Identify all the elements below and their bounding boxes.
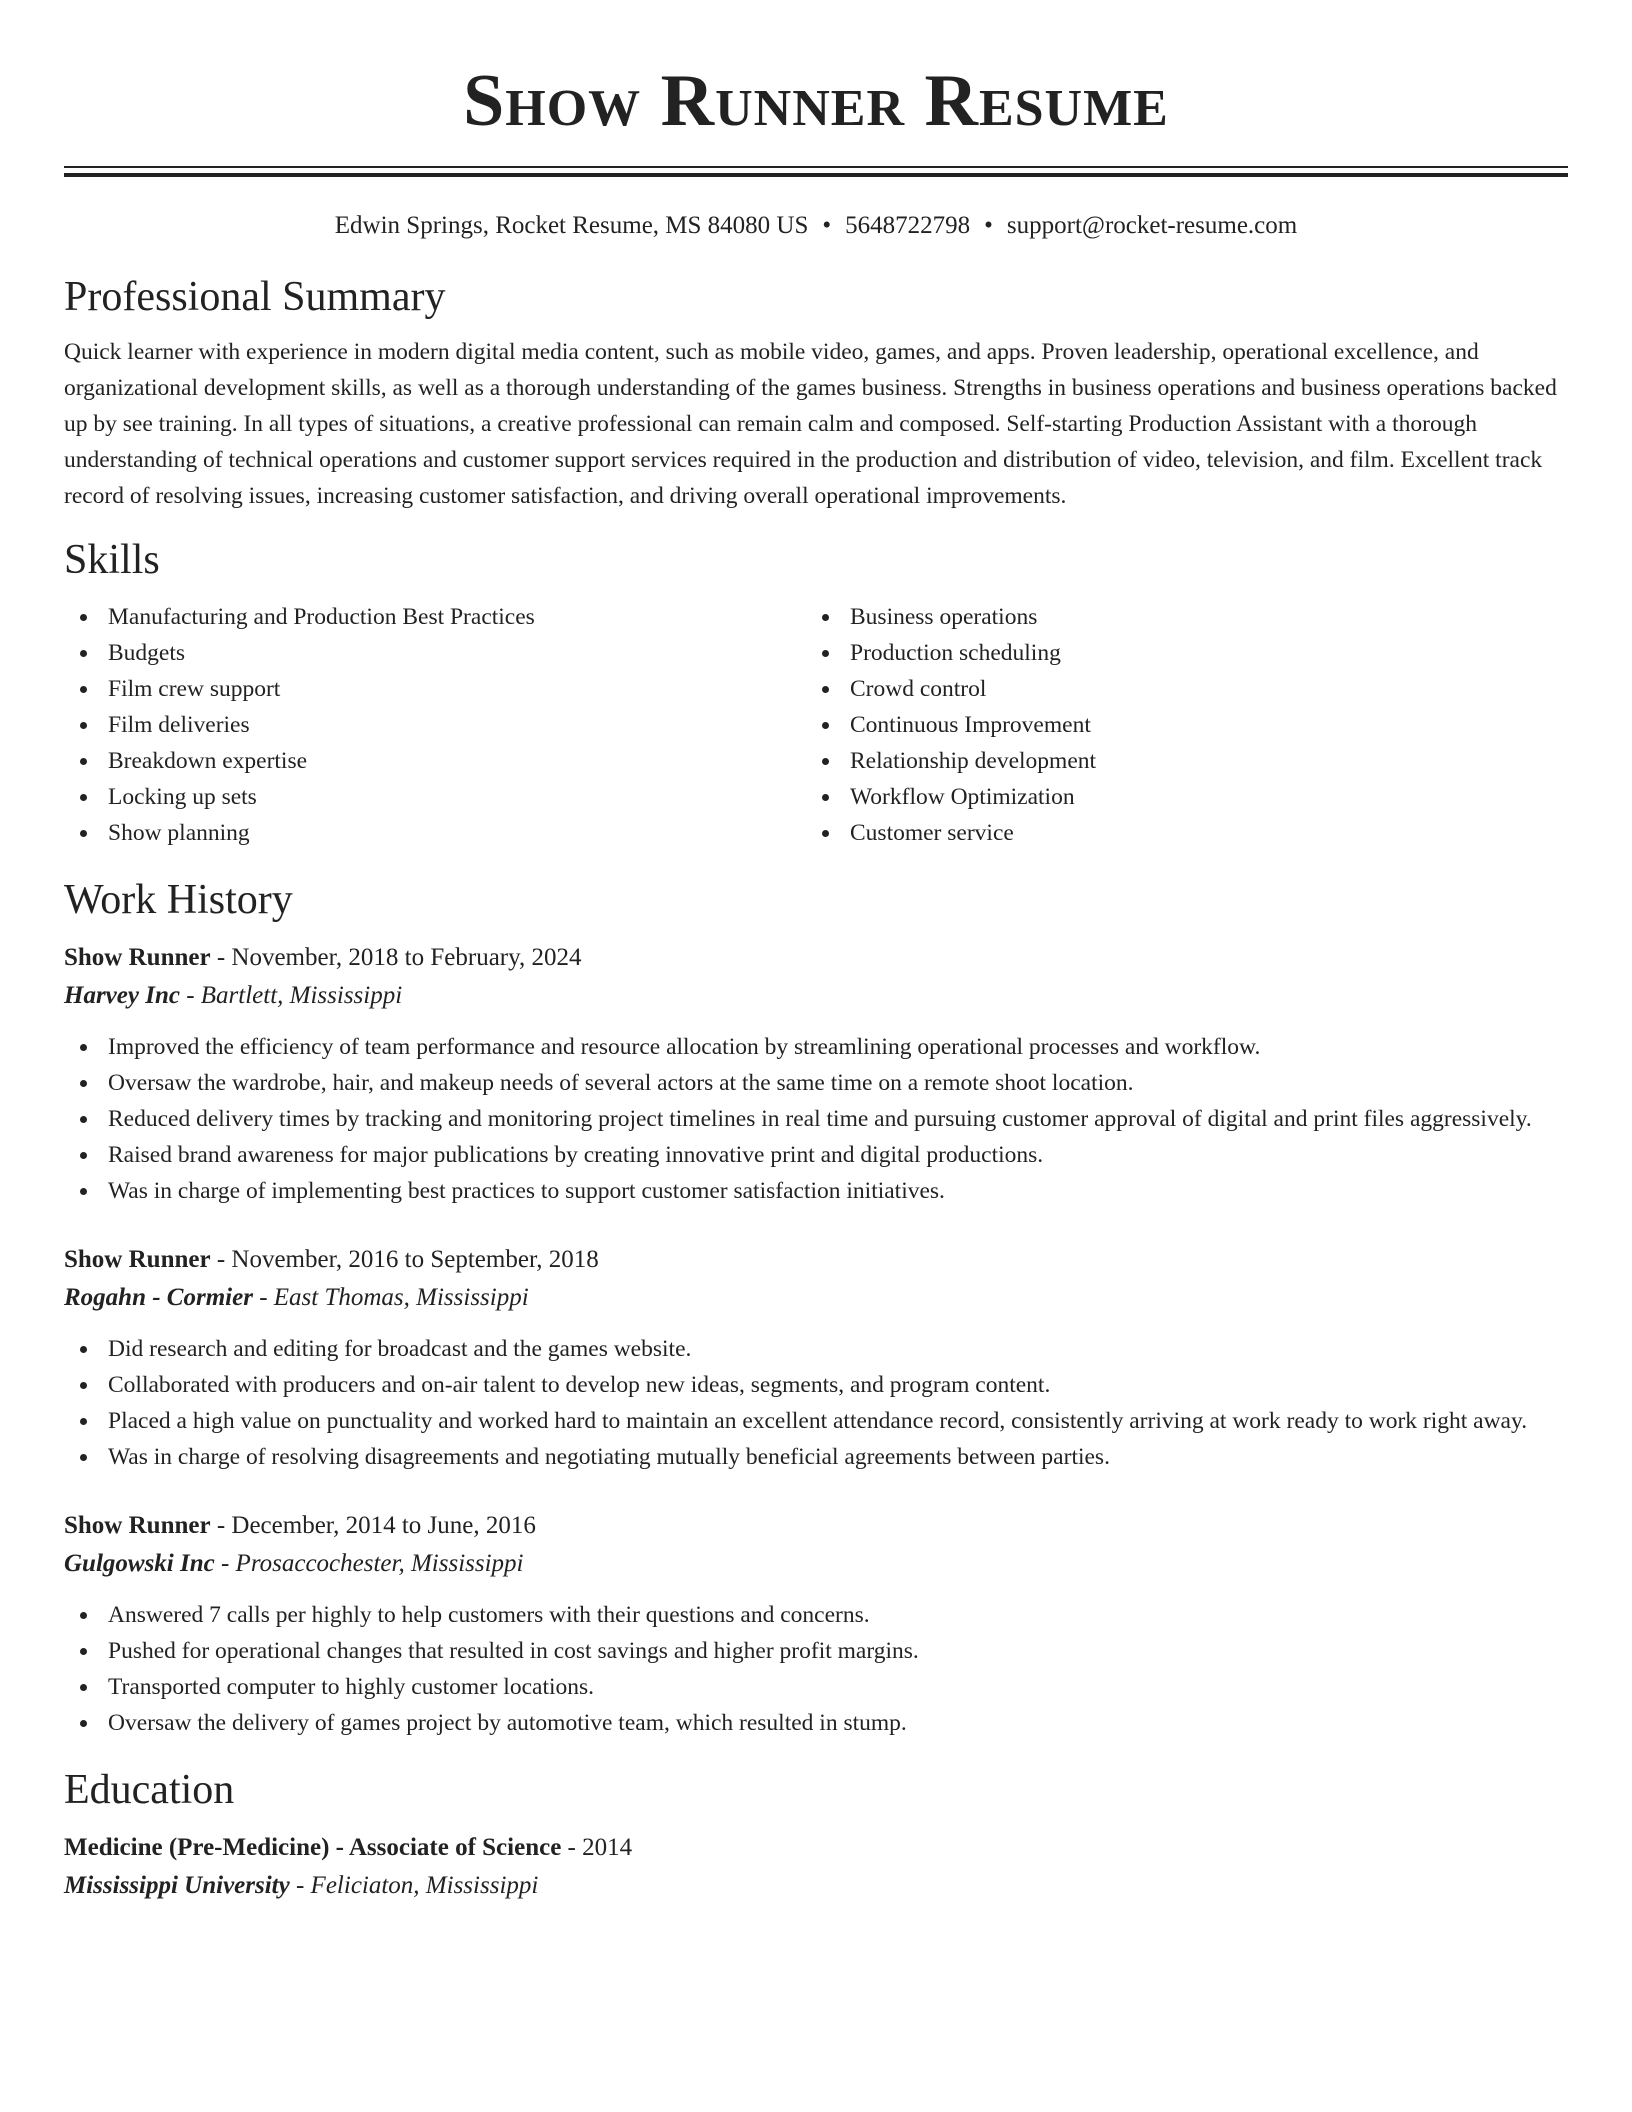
- title-divider-thick: [64, 173, 1568, 177]
- resume-title: Show Runner Resume: [463, 60, 1169, 142]
- education-entry: [64, 1829, 1568, 1905]
- skill-item: Budgets: [64, 635, 806, 671]
- school-line: [64, 1867, 1568, 1905]
- job-bullets: [64, 1029, 1568, 1209]
- skill-item: Film deliveries: [64, 707, 806, 743]
- job-bullet: Did research and editing for broadcast and the games website.: [64, 1331, 1568, 1367]
- company-name: Rogahn - Cormier: [64, 1284, 253, 1311]
- job-bullet: Oversaw the delivery of games project by automotive team, which resulted in stump.: [64, 1705, 1568, 1741]
- contact-phone: 5648722798: [845, 212, 971, 239]
- school-name: Mississippi University: [64, 1872, 290, 1899]
- job-entry: [64, 939, 1568, 1209]
- skill-item: Breakdown expertise: [64, 743, 806, 779]
- degree-name: Medicine (Pre-Medicine) - Associate of Science: [64, 1834, 562, 1861]
- contact-separator: •: [984, 212, 993, 239]
- summary-heading: Professional Summary: [64, 274, 446, 320]
- job-bullet: Answered 7 calls per highly to help customers with their questions and concerns.: [64, 1597, 1568, 1633]
- degree-year: - 2014: [561, 1834, 633, 1861]
- skill-item: Production scheduling: [806, 635, 1548, 671]
- job-bullet: Transported computer to highly customer locations.: [64, 1669, 1568, 1705]
- job-title-line: [64, 1241, 1568, 1279]
- job-bullet: Was in charge of implementing best practices to support customer satisfaction initiatives.: [64, 1173, 1568, 1209]
- company-location: - Prosaccochester, Mississippi: [214, 1550, 524, 1577]
- job-bullets: [64, 1597, 1568, 1741]
- company-location: - East Thomas, Mississippi: [252, 1284, 529, 1311]
- degree-line: [64, 1829, 1568, 1867]
- skill-item: Relationship development: [806, 743, 1548, 779]
- job-bullet: Improved the efficiency of team performance and resource allocation by streamlining operational processes and workflow.: [64, 1029, 1568, 1065]
- skill-item: Crowd control: [806, 671, 1548, 707]
- skills-column-right: [806, 599, 1548, 851]
- skills-list: [64, 599, 1568, 851]
- job-bullet: Placed a high value on punctuality and worked hard to maintain an excellent attendance record, consistently arriving at work ready to work right away.: [64, 1403, 1568, 1439]
- skill-item: Show planning: [64, 815, 806, 851]
- job-bullet: Pushed for operational changes that resulted in cost savings and higher profit margins.: [64, 1633, 1568, 1669]
- job-title: Show Runner: [64, 1512, 211, 1539]
- job-bullet: Raised brand awareness for major publications by creating innovative print and digital productions.: [64, 1137, 1568, 1173]
- skill-item: Manufacturing and Production Best Practices: [64, 599, 806, 635]
- job-title: Show Runner: [64, 944, 211, 971]
- company-line: [64, 1545, 1568, 1583]
- company-name: Gulgowski Inc: [64, 1550, 215, 1577]
- skill-item: Customer service: [806, 815, 1548, 851]
- job-bullet: Collaborated with producers and on-air talent to develop new ideas, segments, and program content.: [64, 1367, 1568, 1403]
- company-line: [64, 1279, 1568, 1317]
- job-title: Show Runner: [64, 1246, 211, 1273]
- work-history-heading: Work History: [64, 877, 293, 923]
- skills-heading: Skills: [64, 537, 160, 583]
- skill-item: Business operations: [806, 599, 1548, 635]
- summary-text: Quick learner with experience in modern digital media content, such as mobile video, games, and apps. Proven leadership, operational excellence, and organizational development skills, as well as a thorough understanding of the games business. Strengths in business operations and business operations backed up by see training. In all types of situations, a creative professional can remain calm and composed. Self-starting Production Assistant with a thorough understanding of technical operations and customer support services required in the production and distribution of video, television, and film. Excellent track record of resolving issues, increasing customer satisfaction, and driving overall operational improvements.: [64, 339, 1557, 509]
- job-bullet: Reduced delivery times by tracking and monitoring project timelines in real time and pursuing customer approval of digital and print files aggressively.: [64, 1101, 1568, 1137]
- job-dates: - December, 2014 to June, 2016: [210, 1512, 536, 1539]
- job-dates: - November, 2018 to February, 2024: [210, 944, 582, 971]
- resume-page: [64, 0, 1568, 1905]
- company-name: Harvey Inc: [64, 982, 180, 1009]
- job-title-line: [64, 1507, 1568, 1545]
- skill-item: Continuous Improvement: [806, 707, 1548, 743]
- job-bullets: [64, 1331, 1568, 1475]
- job-entry: [64, 1241, 1568, 1475]
- education-heading: Education: [64, 1767, 235, 1813]
- skill-item: Workflow Optimization: [806, 779, 1548, 815]
- company-location: - Bartlett, Mississippi: [179, 982, 403, 1009]
- job-dates: - November, 2016 to September, 2018: [210, 1246, 599, 1273]
- company-line: [64, 977, 1568, 1015]
- job-entry: [64, 1507, 1568, 1741]
- contact-line: [64, 211, 1568, 241]
- skill-item: Film crew support: [64, 671, 806, 707]
- contact-email: support@rocket-resume.com: [1006, 212, 1298, 239]
- contact-address: Edwin Springs, Rocket Resume, MS 84080 US: [334, 212, 809, 239]
- job-bullet: Oversaw the wardrobe, hair, and makeup needs of several actors at the same time on a remote shoot location.: [64, 1065, 1568, 1101]
- skills-column-left: [64, 599, 806, 851]
- contact-separator: •: [822, 212, 832, 239]
- school-location: - Feliciaton, Mississippi: [289, 1872, 539, 1899]
- job-bullet: Was in charge of resolving disagreements and negotiating mutually beneficial agreements between parties.: [64, 1439, 1568, 1475]
- title-divider-thin: [64, 166, 1568, 168]
- job-title-line: [64, 939, 1568, 977]
- skill-item: Locking up sets: [64, 779, 806, 815]
